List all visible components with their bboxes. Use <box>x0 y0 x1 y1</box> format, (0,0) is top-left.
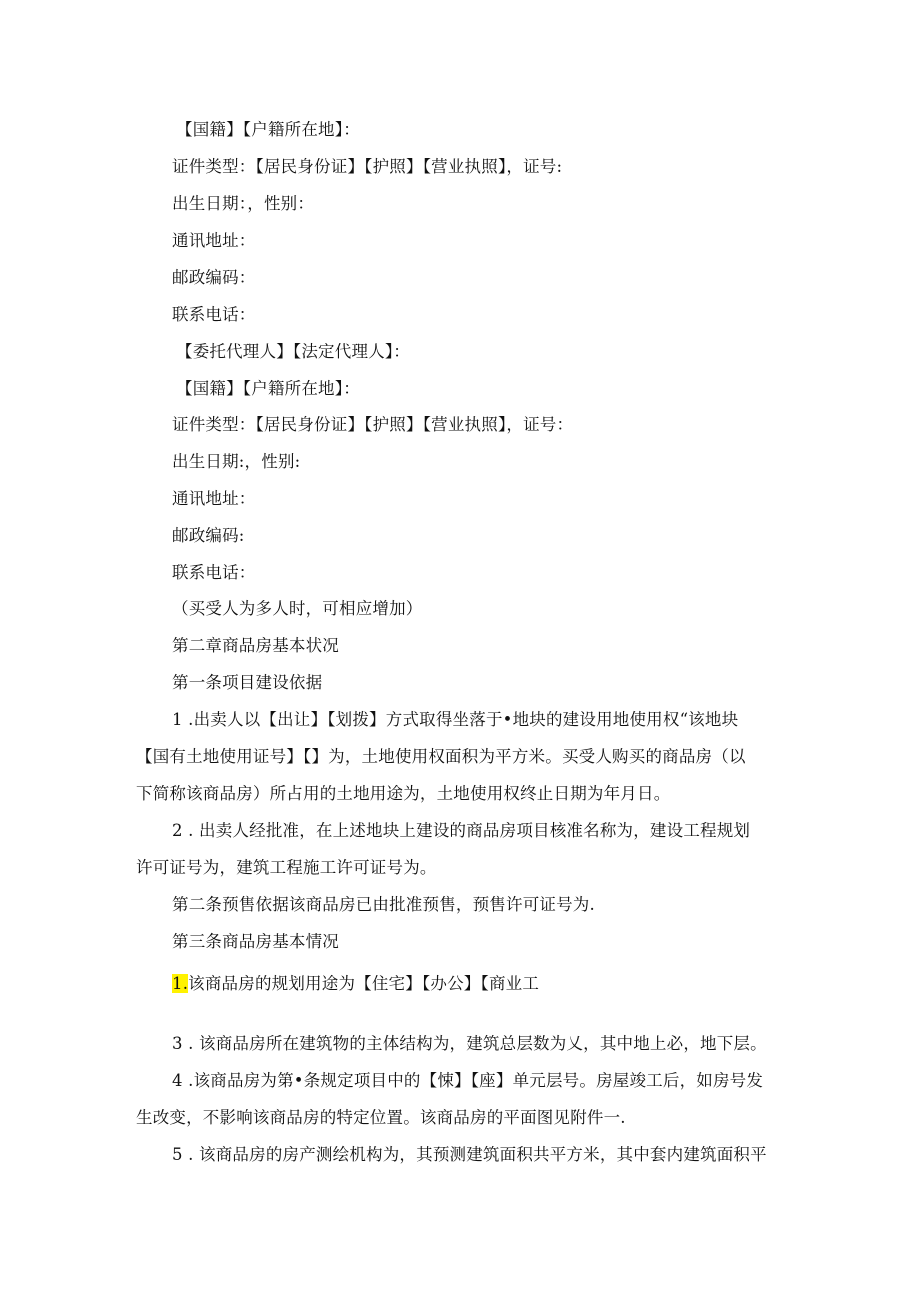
article-3-heading: 第三条商品房基本情况 <box>172 932 339 951</box>
line-phone-2: 联系电话： <box>172 563 256 582</box>
article-1-para-1-line-1: 1 .出卖人以【出让】【划拨】方式取得坐落于•地块的建设用地使用权“该地块 <box>172 710 739 729</box>
line-birth-date-1: 出生日期：，性别： <box>172 194 315 213</box>
line-birth-date-2: 出生日期:，性别: <box>172 452 301 471</box>
article-1-para-2-line-2: 许可证号为，建筑工程施工许可证号为。 <box>136 858 437 877</box>
article-3-item-4-line-2: 生改变，不影响该商品房的特定位置。该商品房的平面图见附件一. <box>136 1108 626 1127</box>
article-3-item-4-line-1: 4 .该商品房为第•条规定项目中的【悚】【座】单元层号。房屋竣工后，如房号发 <box>172 1071 764 1090</box>
line-nationality-2: 【国籍】【户籍所在地】： <box>176 379 360 398</box>
line-address-2: 通讯地址： <box>172 489 256 508</box>
article-3-item-1 <box>172 973 539 995</box>
item-number-highlight: 1. <box>172 974 189 993</box>
line-id-type-2: 证件类型：【居民身份证】【护照】【营业执照】，证号： <box>172 415 574 434</box>
article-3-item-3: 3 . 该商品房所在建筑物的主体结构为，建筑总层数为乂，其中地上必，地下层。 <box>172 1034 767 1053</box>
chapter-heading: 第二章商品房基本状况 <box>172 636 339 655</box>
article-3-item-5: 5 . 该商品房的房产测绘机构为，其预测建筑面积共平方米，其中套内建筑面积平 <box>172 1145 767 1164</box>
line-agent: 【委托代理人】【法定代理人】： <box>176 342 410 361</box>
line-postcode-2: 邮政编码: <box>172 526 245 545</box>
line-phone-1: 联系电话： <box>172 305 256 324</box>
item-1-text: 该商品房的规划用途为【住宅】【办公】【商业工 <box>188 974 540 993</box>
article-1-para-2-line-1: 2 . 出卖人经批准，在上述地块上建设的商品房项目核准名称为，建设工程规划 <box>172 821 751 840</box>
line-postcode-1: 邮政编码： <box>172 268 256 287</box>
line-note-multiple-buyers: （买受人为多人时，可相应增加） <box>172 599 423 618</box>
line-nationality-1: 【国籍】【户籍所在地】： <box>176 120 360 139</box>
article-1-heading: 第一条项目建设依据 <box>172 673 323 692</box>
line-address-1: 通讯地址： <box>172 231 256 250</box>
article-1-para-1-line-3: 下简称该商品房）所占用的土地用途为，土地使用权终止日期为年月日。 <box>136 784 671 803</box>
article-1-para-1-line-2: 【国有土地使用证号】【】为，土地使用权面积为平方米。买受人购买的商品房（以 <box>136 747 746 766</box>
article-2: 第二条预售依据该商品房已由批准预售，预售许可证号为. <box>172 895 595 914</box>
line-id-type-1: 证件类型：【居民身份证】【护照】【营业执照】，证号: <box>172 157 563 176</box>
